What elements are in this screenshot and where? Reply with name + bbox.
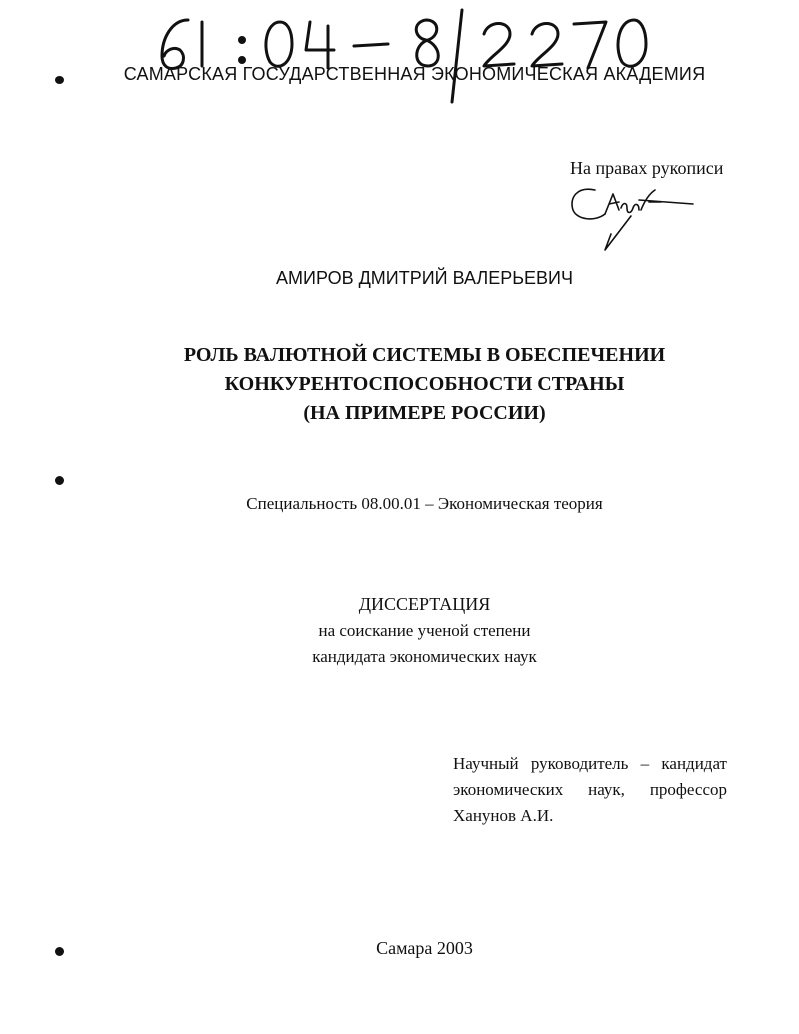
manuscript-rights-note: На правах рукописи — [570, 158, 724, 178]
handwritten-library-code — [150, 4, 670, 104]
degree-line-2: кандидата экономических наук — [312, 647, 537, 666]
dissertation-title-line-3: (НА ПРИМЕРЕ РОССИИ) — [303, 402, 546, 424]
academy-name: САМАРСКАЯ ГОСУДАРСТВЕННАЯ ЭКОНОМИЧЕСКАЯ АКАДЕМИЯ — [123, 64, 706, 84]
supervisor-line-1: Научный руководитель – кандидат — [453, 754, 727, 773]
city-and-year: Самара 2003 — [376, 938, 473, 958]
author-name: АМИРОВ ДМИТРИЙ ВАЛЕРЬЕВИЧ — [276, 268, 573, 288]
scan-mark-top — [55, 76, 64, 84]
supervisor-block — [453, 751, 727, 829]
dissertation-title-line-2: КОНКУРЕНТОСПОСОБНОСТИ СТРАНЫ — [224, 373, 625, 395]
author-signature — [565, 180, 700, 252]
supervisor-line-2: экономических наук, профессор — [453, 780, 727, 799]
degree-line-1: на соискание ученой степени — [318, 621, 531, 640]
dissertation-type: ДИССЕРТАЦИЯ — [358, 594, 491, 614]
supervisor-name: Ханунов А.И. — [453, 806, 554, 825]
dissertation-title-line-1: РОЛЬ ВАЛЮТНОЙ СИСТЕМЫ В ОБЕСПЕЧЕНИИ — [183, 344, 666, 366]
scan-mark-middle — [55, 476, 64, 485]
scan-mark-bottom — [55, 947, 64, 956]
specialty-line: Специальность 08.00.01 – Экономическая теория — [246, 494, 603, 513]
